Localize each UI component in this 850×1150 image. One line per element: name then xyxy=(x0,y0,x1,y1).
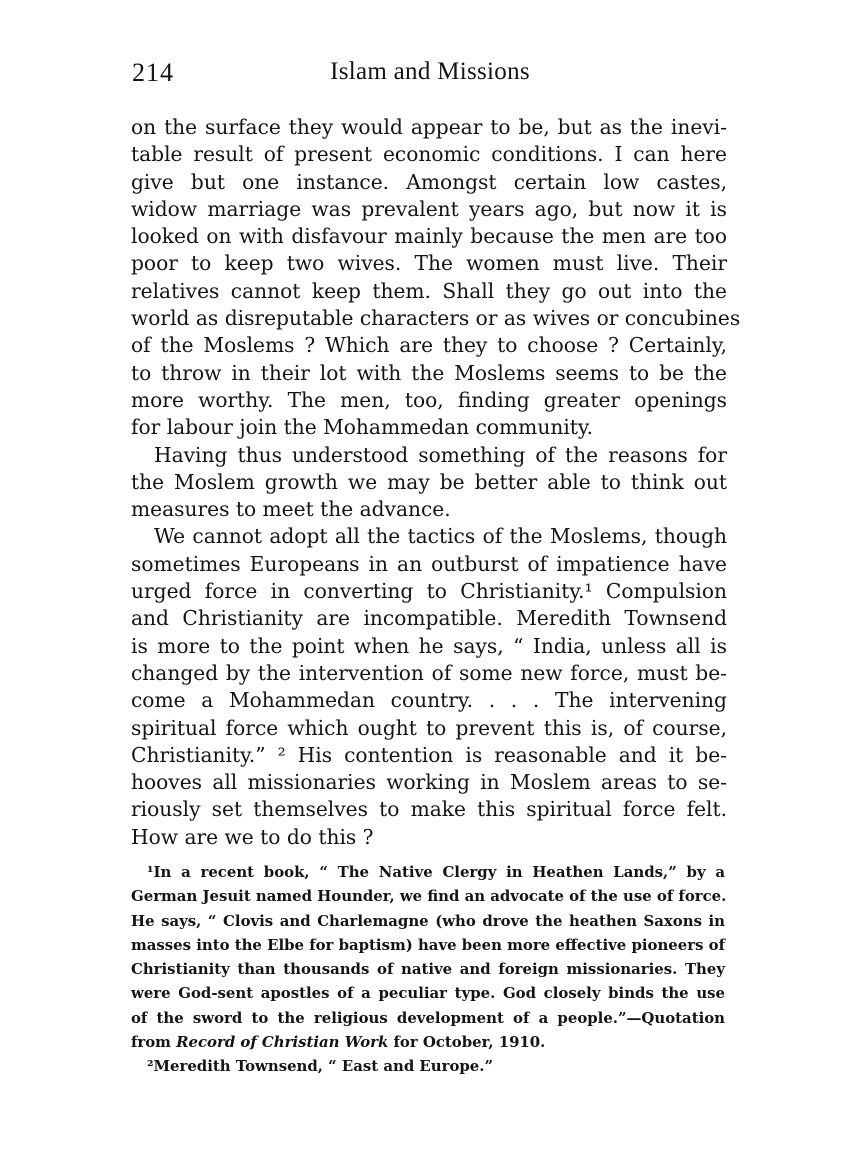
text-line: hooves all missionaries working in Moslem areas to se- xyxy=(131,770,727,795)
footnote-line: masses into the Elbe for baptism) have been more effective pioneers of xyxy=(131,935,725,954)
footnote-1 xyxy=(131,860,725,1054)
citation-suffix: for October, 1910. xyxy=(388,1033,546,1052)
text-line: Christianity.” ² His contention is reasonable and it be- xyxy=(131,742,727,767)
paragraph-2 xyxy=(131,442,727,524)
text-line: Having thus understood something of the reasons for xyxy=(154,442,727,467)
text-line: the Moslem growth we may be better able to think out xyxy=(131,469,727,494)
citation-title: Record of Christian Work xyxy=(176,1033,389,1052)
footnote-line xyxy=(131,1030,725,1054)
text-line: poor to keep two wives. The women must live. Their xyxy=(131,251,727,276)
text-line: How are we to do this ? xyxy=(131,824,374,849)
text-line: and Christianity are incompatible. Meredith Townsend xyxy=(131,606,727,631)
footnote-2 xyxy=(131,1054,725,1078)
text-line: changed by the intervention of some new force, must be- xyxy=(131,660,727,685)
page-header xyxy=(132,58,728,92)
text-line: on the surface they would appear to be, but as the inevi- xyxy=(131,115,727,139)
text-line: give but one instance. Amongst certain low castes, xyxy=(131,169,727,194)
footnote-line: ²Meredith Townsend, “ East and Europe.” xyxy=(147,1057,494,1076)
text-line: sometimes Europeans in an outburst of impatience have xyxy=(131,551,727,576)
paragraph-1 xyxy=(131,114,741,442)
text-line: to throw in their lot with the Moslems seems to be the xyxy=(131,360,727,385)
text-line: urged force in converting to Christianity.¹ Compulsion xyxy=(131,579,727,604)
page-number: 214 xyxy=(132,58,174,87)
footnote-line: were God-sent apostles of a peculiar type. God closely binds the use xyxy=(131,984,725,1003)
text-line: measures to meet the advance. xyxy=(131,497,451,522)
text-line: riously set themselves to make this spiritual force felt. xyxy=(131,797,727,822)
text-line: world as disreputable characters or as wives or concubines xyxy=(131,306,741,331)
footnote-line: German Jesuit named Hounder, we find an advocate of the use of force. xyxy=(131,887,727,906)
footnote-line: of the sword to the religious development of a people.”—Quotation xyxy=(131,1008,725,1027)
text-line: spiritual force which ought to prevent this is, of course, xyxy=(131,715,727,740)
footnotes xyxy=(131,860,725,1079)
text-line: more worthy. The men, too, finding greater openings xyxy=(131,387,727,412)
text-line: for labour join the Mohammedan community. xyxy=(131,415,594,440)
text-line: widow marriage was prevalent years ago, but now it is xyxy=(131,196,727,221)
running-title: Islam and Missions xyxy=(330,58,530,85)
text-line: table result of present economic conditions. I can here xyxy=(131,142,727,167)
text-line: relatives cannot keep them. Shall they go out into the xyxy=(131,278,727,303)
citation-prefix: from xyxy=(131,1033,177,1052)
text-line: looked on with disfavour mainly because the men are too xyxy=(131,224,727,249)
text-line: come a Mohammedan country. . . . The intervening xyxy=(131,688,727,713)
footnote-line: Christianity than thousands of native and foreign missionaries. They xyxy=(131,960,725,979)
text-line: is more to the point when he says, “ India, unless all is xyxy=(131,633,727,658)
footnote-line: ¹In a recent book, “ The Native Clergy in Heathen Lands,” by a xyxy=(147,863,725,881)
footnote-line: He says, “ Clovis and Charlemagne (who drove the heathen Saxons in xyxy=(131,911,725,930)
paragraph-3 xyxy=(131,523,727,851)
text-line: of the Moslems ? Which are they to choose ? Certainly, xyxy=(131,333,727,358)
text-line: We cannot adopt all the tactics of the Moslems, though xyxy=(154,524,727,549)
body-text xyxy=(131,114,741,851)
